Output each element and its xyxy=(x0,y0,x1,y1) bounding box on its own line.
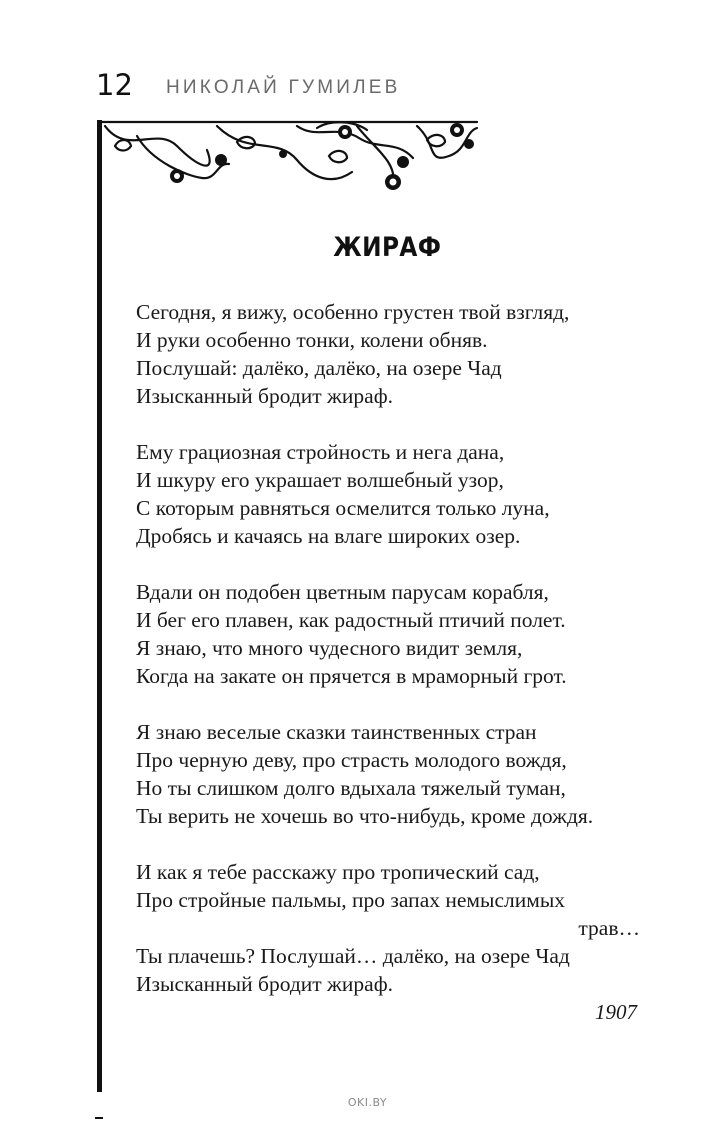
poem-line-carryover: трав… xyxy=(578,916,640,940)
poem-line: И шкуру его украшает волшебный узор, xyxy=(136,468,504,492)
poem-line: И руки особенно тонки, колени обняв. xyxy=(136,328,488,352)
stanza xyxy=(136,858,642,998)
floral-ornament xyxy=(97,116,479,196)
poem-line: Сегодня, я вижу, особенно грустен твой взгляд, xyxy=(136,300,570,324)
stanza xyxy=(136,578,642,690)
stanza xyxy=(136,298,642,410)
poem-line: Я знаю, что много чудесного видит земля, xyxy=(136,636,523,660)
poem-line: С которым равняться осмелится только луна, xyxy=(136,496,550,520)
running-header-author: НИКОЛАЙ ГУМИЛЕВ xyxy=(166,77,401,98)
poem-line: И как я тебе расскажу про тропический сад, xyxy=(136,860,540,884)
frame-bottom-tick xyxy=(95,1117,103,1119)
poem-line: И бег его плавен, как радостный птичий полет. xyxy=(136,608,566,632)
stanza xyxy=(136,718,642,830)
poem-line: Ему грациозная стройность и нега дана, xyxy=(136,440,505,464)
poem-line: Ты плачешь? Послушай… далёко, на озере Чад xyxy=(136,944,570,968)
poem-line: Но ты слишком долго вдыхала тяжелый туман, xyxy=(136,776,566,800)
poem-line: Дробясь и качаясь на влаге широких озер. xyxy=(136,524,521,548)
poem-title: ЖИРАФ xyxy=(333,232,442,263)
page-number: 12 xyxy=(96,68,133,102)
poem-line: Изысканный бродит жираф. xyxy=(136,384,394,408)
poem-line: Послушай: далёко, далёко, на озере Чад xyxy=(136,356,502,380)
poem-line: Ты верить не хочешь во что-нибудь, кроме дождя. xyxy=(136,804,594,828)
stanza xyxy=(136,438,642,550)
frame-vertical-rule xyxy=(97,120,102,1092)
watermark: OKI.BY xyxy=(347,1096,388,1109)
poem-line: Когда на закате он прячется в мраморный грот. xyxy=(136,664,567,688)
poem-date: 1907 xyxy=(595,1000,637,1024)
poem-body xyxy=(136,298,642,1026)
poem-line: Про стройные пальмы, про запах немыслимых xyxy=(136,888,566,912)
poem-line: Изысканный бродит жираф. xyxy=(136,972,394,996)
poem-line: Вдали он подобен цветным парусам корабля, xyxy=(136,580,549,604)
poem-line: Про черную деву, про страсть молодого вождя, xyxy=(136,748,567,772)
poem-line: Я знаю веселые сказки таинственных стран xyxy=(136,720,537,744)
